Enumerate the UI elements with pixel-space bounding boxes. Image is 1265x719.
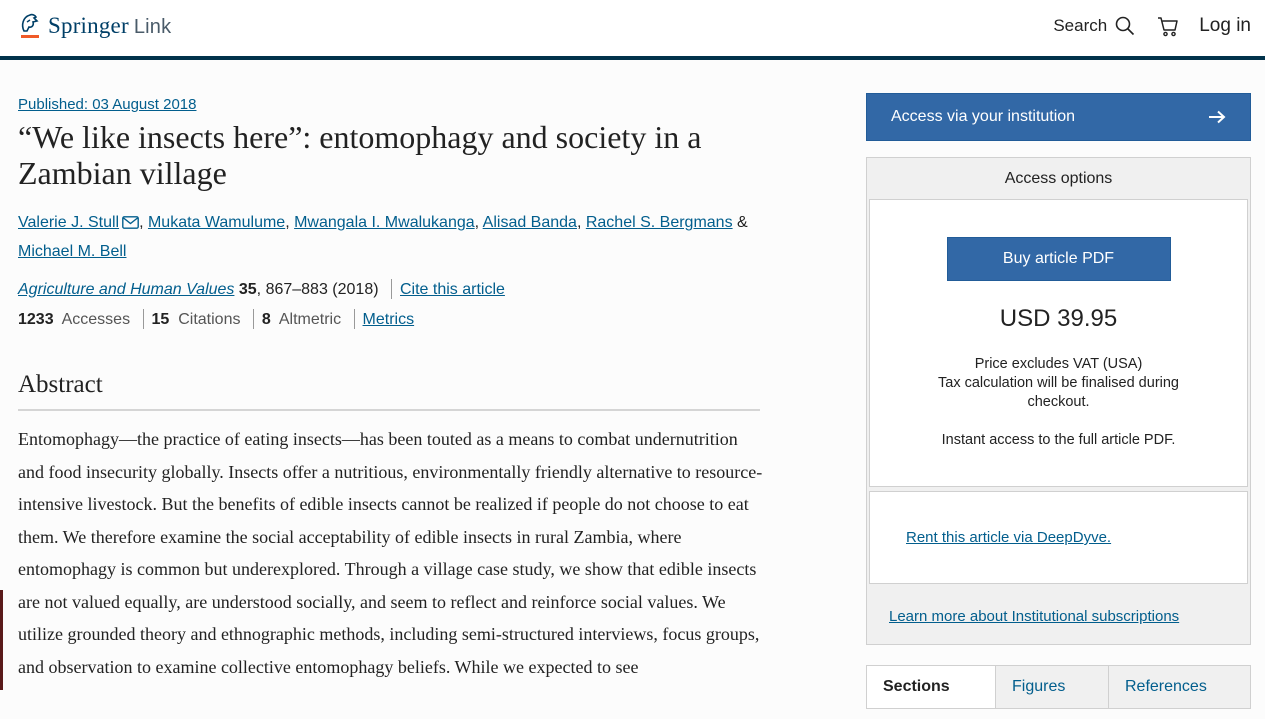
published-date-link[interactable]: Published: 03 August 2018 xyxy=(18,96,197,113)
content-tabs xyxy=(866,665,1251,709)
divider xyxy=(391,279,392,299)
access-via-institution-button[interactable] xyxy=(866,93,1251,141)
search-label: Search xyxy=(1053,16,1108,35)
metrics-link[interactable]: Metrics xyxy=(362,311,415,328)
tab-sections[interactable]: Sections xyxy=(867,666,996,708)
journal-info xyxy=(18,279,763,301)
author-link[interactable]: Mukata Wamulume xyxy=(147,214,286,231)
login-link[interactable]: Log in xyxy=(1199,15,1251,36)
rent-card xyxy=(869,491,1248,584)
brand-name: Springer Link xyxy=(48,13,172,38)
springer-link-logo[interactable] xyxy=(18,11,171,41)
accesses-count: 1233 xyxy=(18,311,54,328)
article-main xyxy=(18,90,763,701)
site-header xyxy=(0,0,1265,60)
journal-link[interactable]: Agriculture and Human Values xyxy=(18,281,235,298)
rent-deepdyve-link[interactable]: Rent this article via DeepDyve. xyxy=(906,529,1112,546)
divider xyxy=(143,309,144,329)
accesses-label: Accesses xyxy=(61,311,131,328)
citations-count: 15 xyxy=(151,311,170,328)
author-link[interactable]: Mwangala I. Mwalukanga xyxy=(294,214,475,231)
page-range: , 867–883 (2018) xyxy=(256,281,379,298)
article-price: USD 39.95 xyxy=(999,305,1118,332)
tab-references[interactable]: References xyxy=(1125,678,1207,695)
access-options-heading: Access options xyxy=(1004,170,1113,187)
abstract-heading: Abstract xyxy=(18,371,760,411)
divider xyxy=(354,309,355,329)
springer-horse-icon xyxy=(18,11,42,41)
access-options-panel xyxy=(866,157,1251,645)
altmetric-label: Altmetric xyxy=(278,311,342,328)
abstract-text: Entomophagy—the practice of eating insects—has been touted as a means to combat undernutrition and food insecurity globally. Insects offer a nutritious, environmentally friendly alternative to resource-intensive livestock. But the benefits of edible insects cannot be realized if people do not choose to eat them. We therefore examine the social acceptability of edible insects in rural Zambia, where entomophagy is common but underexplored. Through a village case study, we show that edible insects are not valued equally, are understood socially, and seem to reflect and reinforce social values. We utilize grounded theory and ethnographic methods, including semi-structured interviews, focus groups, and observation to examine collective entomophagy beliefs. While we expected to see xyxy=(18,429,763,677)
author-link[interactable]: Michael M. Bell xyxy=(18,243,127,260)
author-list: Valerie J. Stull , Mukata Wamulume, Mwangala I. Mwalukanga, Alisad Banda, Rachel S. Bergmans & Michael M. Bell xyxy=(18,209,763,265)
cart-button[interactable] xyxy=(1157,15,1179,37)
institutional-subscriptions-section xyxy=(867,588,1250,644)
cite-article-link[interactable]: Cite this article xyxy=(400,281,505,298)
instant-access-note: Instant access to the full article PDF. xyxy=(941,432,1176,448)
institution-button-label: Access via your institution xyxy=(891,108,1076,125)
buy-article-card xyxy=(869,199,1248,487)
citations-label: Citations xyxy=(178,311,241,328)
search-icon xyxy=(1115,16,1135,36)
author-link[interactable]: Rachel S. Bergmans xyxy=(585,214,733,231)
arrow-right-icon xyxy=(1208,110,1226,124)
vat-note: Price excludes VAT (USA) Tax calculation will be finalised during checkout. xyxy=(938,356,1179,410)
buy-article-pdf-button[interactable]: Buy article PDF xyxy=(947,237,1171,281)
cart-icon xyxy=(1157,15,1179,37)
email-icon[interactable] xyxy=(122,211,139,238)
author-link[interactable]: Alisad Banda xyxy=(482,214,577,231)
tab-figures[interactable]: Figures xyxy=(996,666,1109,708)
learn-more-link[interactable]: Learn more about Institutional subscriptions xyxy=(889,607,1180,625)
article-metrics xyxy=(18,309,763,331)
article-title: “We like insects here”: entomophagy and society in a Zambian village xyxy=(18,119,702,191)
access-sidebar xyxy=(866,93,1251,709)
altmetric-count: 8 xyxy=(261,311,271,328)
left-edge-accent xyxy=(0,590,3,690)
divider xyxy=(253,309,254,329)
search-button[interactable] xyxy=(1053,16,1135,36)
author-link[interactable]: Valerie J. Stull xyxy=(18,214,120,231)
volume-number: 35 xyxy=(238,281,257,298)
